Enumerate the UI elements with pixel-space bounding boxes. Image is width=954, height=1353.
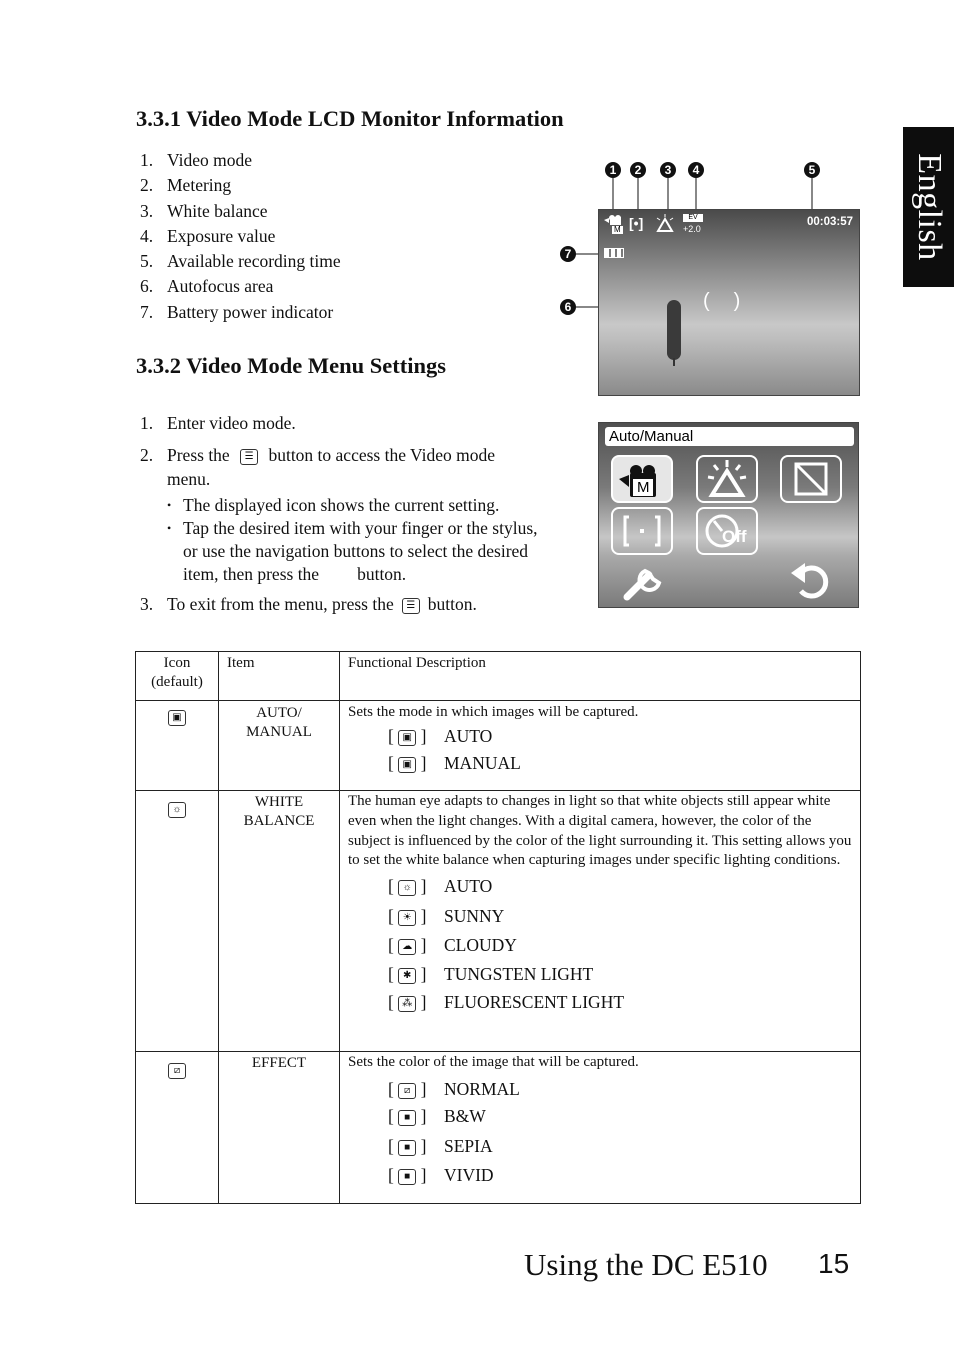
lcd-monitor-image <box>598 209 860 396</box>
option-normal: [ ⧄ ] NORMAL <box>388 1079 520 1099</box>
vivid-icon: ■ <box>398 1169 416 1185</box>
language-tab <box>903 127 954 287</box>
section-title-lcd-info: 3.3.1 Video Mode LCD Monitor Information <box>136 106 564 131</box>
white-balance-icon: ☼ <box>168 802 186 818</box>
callout-3: 3 <box>660 162 676 178</box>
tree-image <box>667 300 681 360</box>
section-title-menu-settings: 3.3.2 Video Mode Menu Settings <box>136 353 447 378</box>
option-tungsten: [ ✱ ] TUNGSTEN LIGHT <box>388 963 594 984</box>
setup-wrench-icon[interactable] <box>619 561 671 608</box>
video-mode-icon: ▣ <box>168 710 186 726</box>
bw-icon: ■ <box>398 1110 416 1126</box>
header-icon: Icon (default) <box>136 652 219 701</box>
option-wb-auto: [ ☼ ] AUTO <box>388 876 493 897</box>
effect-icon: ⧄ <box>168 1063 186 1079</box>
menu-label-bar: Auto/Manual <box>605 427 854 446</box>
lcd-info-list <box>136 148 341 325</box>
white-balance-menu-button[interactable] <box>696 455 758 503</box>
table-header-row <box>136 652 861 701</box>
option-bw: [ ■ ] B&W <box>388 1106 486 1126</box>
table-row: ⧄ EFFECT Sets the color of the image that will be captured. [ ⧄ ] NORMAL [ ■ ] B&W [ ■ ] SEPIA [ ■ ] VIVID <box>136 1052 861 1204</box>
normal-icon: ⧄ <box>398 1083 416 1099</box>
header-description: Functional Description <box>340 652 861 701</box>
white-balance-icon <box>654 214 676 239</box>
step-1: 1. Enter video mode. <box>140 413 296 433</box>
option-cloudy: [ ☁ ] CLOUDY <box>388 934 517 955</box>
video-mode-icon: M <box>602 214 624 234</box>
menu-button-icon: ☰ <box>240 449 258 465</box>
callout-2: 2 <box>630 162 646 178</box>
table-row: ☼ WHITE BALANCE The human eye adapts to changes in light so that white objects still appear white even when the light changes. With a digital camera, however, the color of the subject is influenced by the color of the light surrounding it. This setting allows you to set the white balance when capturing images under specific lighting conditions. [ ☼ ] AUTO [ ☀ ] SUNNY [ ☁ ] CLOUDY [ ✱ ] TUNGSTEN LIGHT [ ⁂ ] FLUORESCENT LIGHT <box>136 791 861 1052</box>
list-item: 2. Metering <box>140 175 232 196</box>
row-description: Sets the mode in which images will be captured. <box>348 704 639 720</box>
language-tab-label: English <box>910 153 948 261</box>
row-description: Sets the color of the image that will be captured. <box>348 1054 639 1070</box>
tungsten-icon: ✱ <box>398 968 416 984</box>
list-item: 5. Available recording time <box>140 251 341 272</box>
header-item: Item <box>219 652 340 701</box>
step-3: 3. To exit from the menu, press the ☰ button. <box>140 594 477 614</box>
autofocus-area: () <box>703 290 765 312</box>
row-description: The human eye adapts to changes in light so that white objects still appear white even when the light changes. With a digital camera, however, the color of the subject is influenced by the color of the light surrounding it. This setting allows you to set the white balance when capturing images under specific lighting conditions. <box>348 793 852 869</box>
page-number: 15 <box>818 1248 850 1279</box>
tree-trunk <box>673 358 675 366</box>
sepia-icon: ■ <box>398 1140 416 1156</box>
list-item: 6. Autofocus area <box>140 276 274 297</box>
callout-5: 5 <box>804 162 820 178</box>
step-2: 2. Press the ☰ button to access the Video mode menu. <box>140 445 496 489</box>
self-timer-menu-button[interactable]: Off <box>696 507 758 555</box>
battery-icon <box>604 248 624 258</box>
menu-button-icon: ☰ <box>402 598 420 614</box>
option-sepia: [ ■ ] SEPIA <box>388 1136 493 1156</box>
metering-menu-button[interactable] <box>611 507 673 555</box>
sunny-icon: ☀ <box>398 910 416 926</box>
metering-icon: [•] <box>629 215 644 231</box>
list-item: 1. Video mode <box>140 150 252 170</box>
callout-6: 6 <box>560 299 576 315</box>
option-fluorescent: [ ⁂ ] FLUORESCENT LIGHT <box>388 992 625 1013</box>
callout-1: 1 <box>605 162 621 178</box>
recording-time: 00:03:57 <box>806 216 853 228</box>
video-menu-image <box>598 422 859 608</box>
exposure-value: +2.0 <box>683 224 701 234</box>
list-item: 3. White balance <box>140 200 268 221</box>
settings-table <box>135 651 861 1204</box>
wb-auto-icon: ☼ <box>398 880 416 896</box>
fluorescent-icon: ⁂ <box>398 996 416 1012</box>
table-row: ▣ AUTO/ MANUAL Sets the mode in which images will be captured. [ ▣ ] AUTO [ ▣ ] MANUAL <box>136 701 861 791</box>
list-item: 7. Battery power indicator <box>140 301 334 322</box>
option-vivid: [ ■ ] VIVID <box>388 1165 494 1185</box>
effect-menu-button[interactable] <box>780 455 842 503</box>
list-item: 4. Exposure value <box>140 225 276 246</box>
auto-manual-menu-button[interactable]: M <box>611 455 673 503</box>
callout-4: 4 <box>688 162 704 178</box>
cloudy-icon: ☁ <box>398 939 416 955</box>
manual-icon: ▣ <box>398 757 416 773</box>
return-icon[interactable] <box>787 559 835 608</box>
option-manual: [ ▣ ] MANUAL <box>388 753 521 773</box>
footer-title: Using the DC E510 <box>524 1247 768 1282</box>
option-sunny: [ ☀ ] SUNNY <box>388 905 505 926</box>
callout-7: 7 <box>560 246 576 262</box>
option-auto: [ ▣ ] AUTO <box>388 726 493 746</box>
exposure-value-badge: EV <box>683 214 703 222</box>
auto-icon: ▣ <box>398 730 416 746</box>
